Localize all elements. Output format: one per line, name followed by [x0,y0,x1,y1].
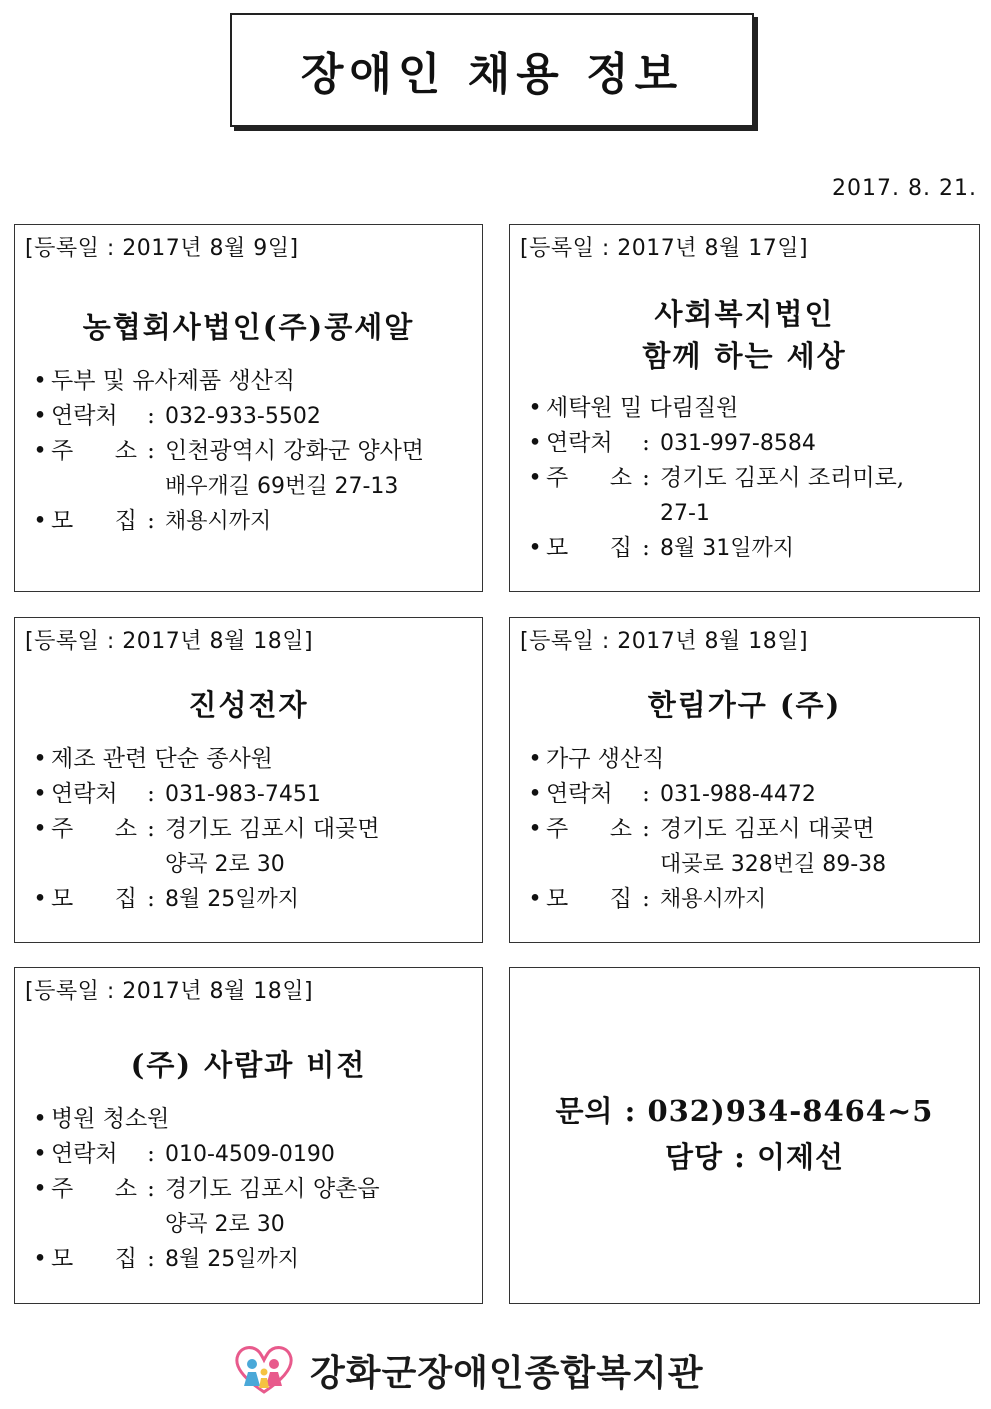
bullet-icon: • [33,508,47,534]
inquiry-manager: 담당 : 이제선 [665,1140,844,1174]
address-continued: 양곡 2로 30 [165,852,285,877]
contact-row-label: 연락처 [51,781,118,807]
address-row: • 주 소 : 경기도 김포시 조리미로, [524,461,969,496]
contact-row-label: 연락처 [51,1141,118,1167]
company-name [15,684,482,726]
company-name-line: 사회복지법인 [654,297,835,331]
contact-row-value: 010-4509-0190 [165,1142,335,1167]
family-hearts-logo-icon [230,1342,298,1398]
bullet-icon: • [33,886,47,912]
registration-date: [등록일 : 2017년 8월 18일] [520,629,809,654]
address-row-value: 인천광역시 강화군 양사면 [165,438,425,464]
contact-row: • 연락처 : 032-933-5502 [29,399,472,434]
registration-date: [등록일 : 2017년 8월 9일] [25,236,299,261]
company-name-line: 농협회사법인(주)콩세알 [82,310,415,344]
contact-row-label: 연락처 [546,430,613,456]
bullet-icon: • [33,781,47,807]
page-title: 장애인 채용 정보 [300,49,684,100]
recruit-row-value: 8월 25일까지 [165,1247,299,1272]
job-details [29,1102,472,1277]
address-row-label: 주 소 [546,816,632,842]
job-card [14,224,483,592]
issue-date: 2017. 8. 21. [832,176,977,201]
recruit-row-value: 채용시까지 [165,509,272,534]
footer [230,1342,704,1398]
recruit-row-label: 모 집 [51,508,137,534]
bullet-icon: • [33,438,47,464]
organization-name: 강화군장애인종합복지관 [310,1352,704,1394]
job-title: 병원 청소원 [51,1106,170,1132]
contact-row: • 연락처 : 031-988-4472 [524,777,969,812]
job-details [29,742,472,917]
job-title: 가구 생산직 [546,746,665,772]
address-continued: 배우개길 69번길 27-13 [165,474,399,499]
contact-row-value: 031-997-8584 [660,431,816,456]
address-row: • 주 소 : 경기도 김포시 양촌읍 [29,1172,472,1207]
job-title-row [524,742,969,777]
address-row-value: 경기도 김포시 대곶면 [660,816,875,842]
company-name [15,1044,482,1086]
job-card [14,617,483,943]
recruit-row-value: 8월 25일까지 [165,887,299,912]
bullet-icon: • [528,746,542,772]
job-details [524,391,969,566]
job-title-row [29,1102,472,1137]
registration-date: [등록일 : 2017년 8월 17일] [520,236,809,261]
bullet-icon: • [33,746,47,772]
recruit-row: • 모 집 : 채용시까지 [29,504,472,539]
address-row: • 주 소 : 인천광역시 강화군 양사면 [29,434,472,469]
job-title-row [29,364,472,399]
job-title: 세탁원 밀 다림질원 [546,395,739,421]
recruit-row: • 모 집 : 채용시까지 [524,882,969,917]
address-row: • 주 소 : 경기도 김포시 대곶면 [29,812,472,847]
bullet-icon: • [528,395,542,421]
company-name [510,684,979,726]
address-row-value: 경기도 김포시 양촌읍 [165,1176,380,1202]
company-name [15,306,482,348]
address-row-value: 경기도 김포시 조리미로, [660,465,905,491]
bullet-icon: • [528,886,542,912]
address-continued: 27-1 [660,501,710,526]
bullet-icon: • [33,816,47,842]
bullet-icon: • [33,1106,47,1132]
bullet-icon: • [33,1176,47,1202]
registration-date: [등록일 : 2017년 8월 18일] [25,979,314,1004]
company-name-line: (주) 사람과 비전 [130,1048,367,1082]
contact-row-label: 연락처 [51,403,118,429]
inquiry-card [509,967,980,1304]
recruit-row-label: 모 집 [51,1246,137,1272]
contact-row: • 연락처 : 010-4509-0190 [29,1137,472,1172]
job-card [509,617,980,943]
job-title: 제조 관련 단순 종사원 [51,746,273,772]
bullet-icon: • [528,781,542,807]
contact-row-value: 031-988-4472 [660,782,816,807]
address-row: • 주 소 : 경기도 김포시 대곶면 [524,812,969,847]
address-row-label: 주 소 [51,438,137,464]
contact-row-value: 032-933-5502 [165,404,321,429]
address-row-label: 주 소 [51,816,137,842]
recruit-row-value: 8월 31일까지 [660,536,794,561]
registration-date: [등록일 : 2017년 8월 18일] [25,629,314,654]
recruit-row-label: 모 집 [51,886,137,912]
job-title: 두부 및 유사제품 생산직 [51,368,296,394]
job-details [29,364,472,539]
recruit-row: • 모 집 : 8월 25일까지 [29,1242,472,1277]
address-row-label: 주 소 [51,1176,137,1202]
recruit-row: • 모 집 : 8월 31일까지 [524,531,969,566]
bullet-icon: • [33,1246,47,1272]
contact-row: • 연락처 : 031-997-8584 [524,426,969,461]
title-box [230,13,754,127]
company-name-line: 한림가구 (주) [647,688,842,722]
job-details [524,742,969,917]
company-name-line: 진성전자 [188,688,309,722]
bullet-icon: • [33,368,47,394]
bullet-icon: • [528,535,542,561]
contact-row-value: 031-983-7451 [165,782,321,807]
contact-row: • 연락처 : 031-983-7451 [29,777,472,812]
address-row-value: 경기도 김포시 대곶면 [165,816,380,842]
company-name [510,293,979,377]
company-name-line: 함께 하는 세상 [642,339,847,373]
job-card [509,224,980,592]
bullet-icon: • [33,403,47,429]
recruit-row-label: 모 집 [546,886,632,912]
bullet-icon: • [33,1141,47,1167]
recruit-row: • 모 집 : 8월 25일까지 [29,882,472,917]
address-continued: 대곶로 328번길 89-38 [660,852,887,877]
job-title-row [29,742,472,777]
contact-row-label: 연락처 [546,781,613,807]
bullet-icon: • [528,430,542,456]
bullet-icon: • [528,816,542,842]
address-continued: 양곡 2로 30 [165,1212,285,1237]
recruit-row-label: 모 집 [546,535,632,561]
inquiry-phone: 문의 : 032)934-8464~5 [555,1094,934,1128]
address-row-label: 주 소 [546,465,632,491]
bullet-icon: • [528,465,542,491]
job-card [14,967,483,1304]
job-title-row [524,391,969,426]
recruit-row-value: 채용시까지 [660,887,767,912]
